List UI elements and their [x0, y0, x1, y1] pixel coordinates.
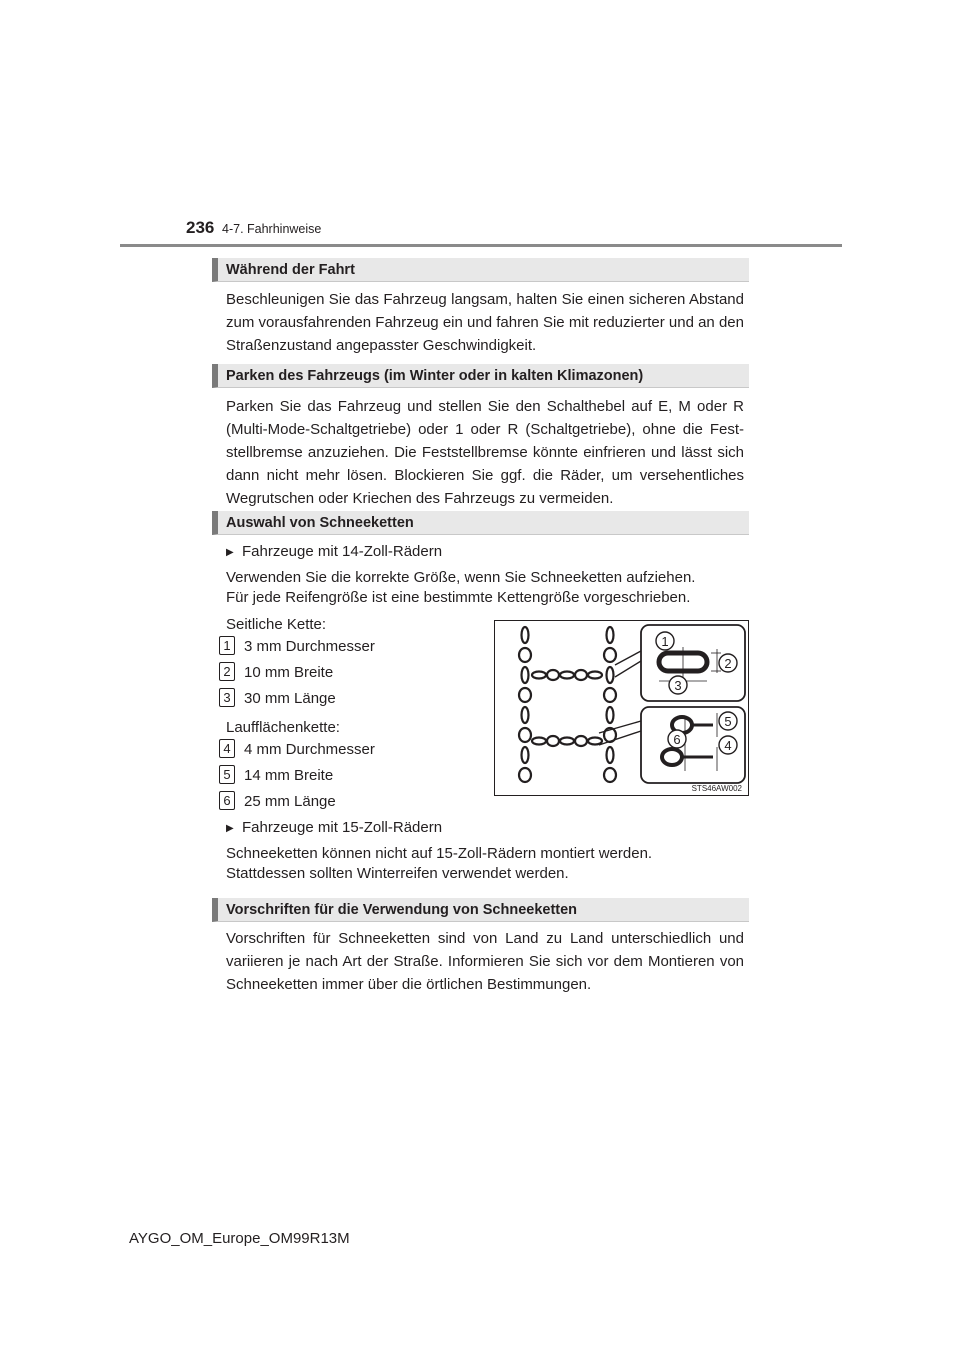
callout-5: 5	[724, 714, 732, 729]
callout-6: 6	[673, 732, 681, 747]
callout-4: 4	[724, 738, 732, 753]
text-no-chains-15-inch: Schneeketten können nicht auf 15-Zoll-Rädern montiert werden.	[226, 845, 653, 862]
triangle-bullet-icon: ▶	[226, 823, 234, 834]
bullet-14-inch: ▶ Fahrzeuge mit 14-Zoll-Rädern	[226, 542, 442, 563]
heading-chain-regulations: Vorschriften für die Verwendung von Schneeketten	[212, 898, 749, 922]
heading-parking: Parken des Fahrzeugs (im Winter oder in kalten Klimazonen)	[212, 364, 749, 388]
spec-item-2: 2 10 mm Breite	[219, 662, 333, 683]
document-id: AYGO_OM_Europe_OM99R13M	[129, 1230, 350, 1247]
spec-item-5: 5 14 mm Breite	[219, 765, 333, 786]
callout-2: 2	[724, 656, 732, 671]
page-number: 236	[186, 218, 215, 237]
snow-chain-illustration	[494, 620, 749, 796]
section-path: 4-7. Fahrhinweise	[222, 222, 322, 236]
text-use-winter-tires: Stattdessen sollten Winterreifen verwendet werden.	[226, 865, 569, 882]
header-rule	[120, 244, 842, 247]
text-correct-size: Verwenden Sie die korrekte Größe, wenn Sie Schneeketten aufziehen.	[226, 569, 696, 586]
figure-code: STS46AW002	[691, 784, 742, 793]
spec-item-3: 3 30 mm Länge	[219, 688, 336, 709]
snow-chain-diagram	[495, 621, 748, 795]
text-chain-size-per-tire: Für jede Reifengröße ist eine bestimmte Kettengröße vorgeschrieben.	[226, 589, 691, 606]
label-tread-chain: Laufflächenkette:	[226, 719, 340, 736]
bullet-15-inch: ▶ Fahrzeuge mit 15-Zoll-Rädern	[226, 818, 442, 839]
spec-item-1: 1 3 mm Durchmesser	[219, 636, 375, 657]
paragraph-chain-regulations: Vorschriften für Schneeketten sind von Land zu Land unterschiedlich und variieren je nach Art der Straße. Informieren Sie sich vor dem Montieren von Schneeketten immer über die örtlichen Bestimmungen.	[226, 930, 744, 993]
heading-snow-chain-selection: Auswahl von Schneeketten	[212, 511, 749, 535]
heading-driving: Während der Fahrt	[212, 258, 749, 282]
label-side-chain: Seitliche Kette:	[226, 616, 327, 633]
callout-3: 3	[674, 678, 682, 693]
triangle-bullet-icon: ▶	[226, 547, 234, 558]
callout-1: 1	[661, 634, 669, 649]
spec-item-6: 6 25 mm Länge	[219, 791, 336, 812]
paragraph-driving: Beschleunigen Sie das Fahrzeug langsam, halten Sie einen sicheren Abstand zum vorausfahrenden Fahrzeug ein und fahren Sie mit reduzierter und an den Straßenzustand angepasster Geschwindigkeit.	[226, 291, 744, 354]
spec-item-4: 4 4 mm Durchmesser	[219, 739, 375, 760]
paragraph-parking: Parken Sie das Fahrzeug und stellen Sie den Schalthebel auf E, M oder R (Multi-Mode-Schaltgetriebe) oder 1 oder R (Schaltgetriebe), ohne die Fest-stellbremse anzuziehen. Die Feststellbremse könnte einfrieren und lässt sich dann nicht mehr lösen. Blockieren Sie ggf. die Räder, um versehentliches Wegrutschen oder Kriechen des Fahrzeugs zu vermeiden.	[226, 398, 744, 507]
